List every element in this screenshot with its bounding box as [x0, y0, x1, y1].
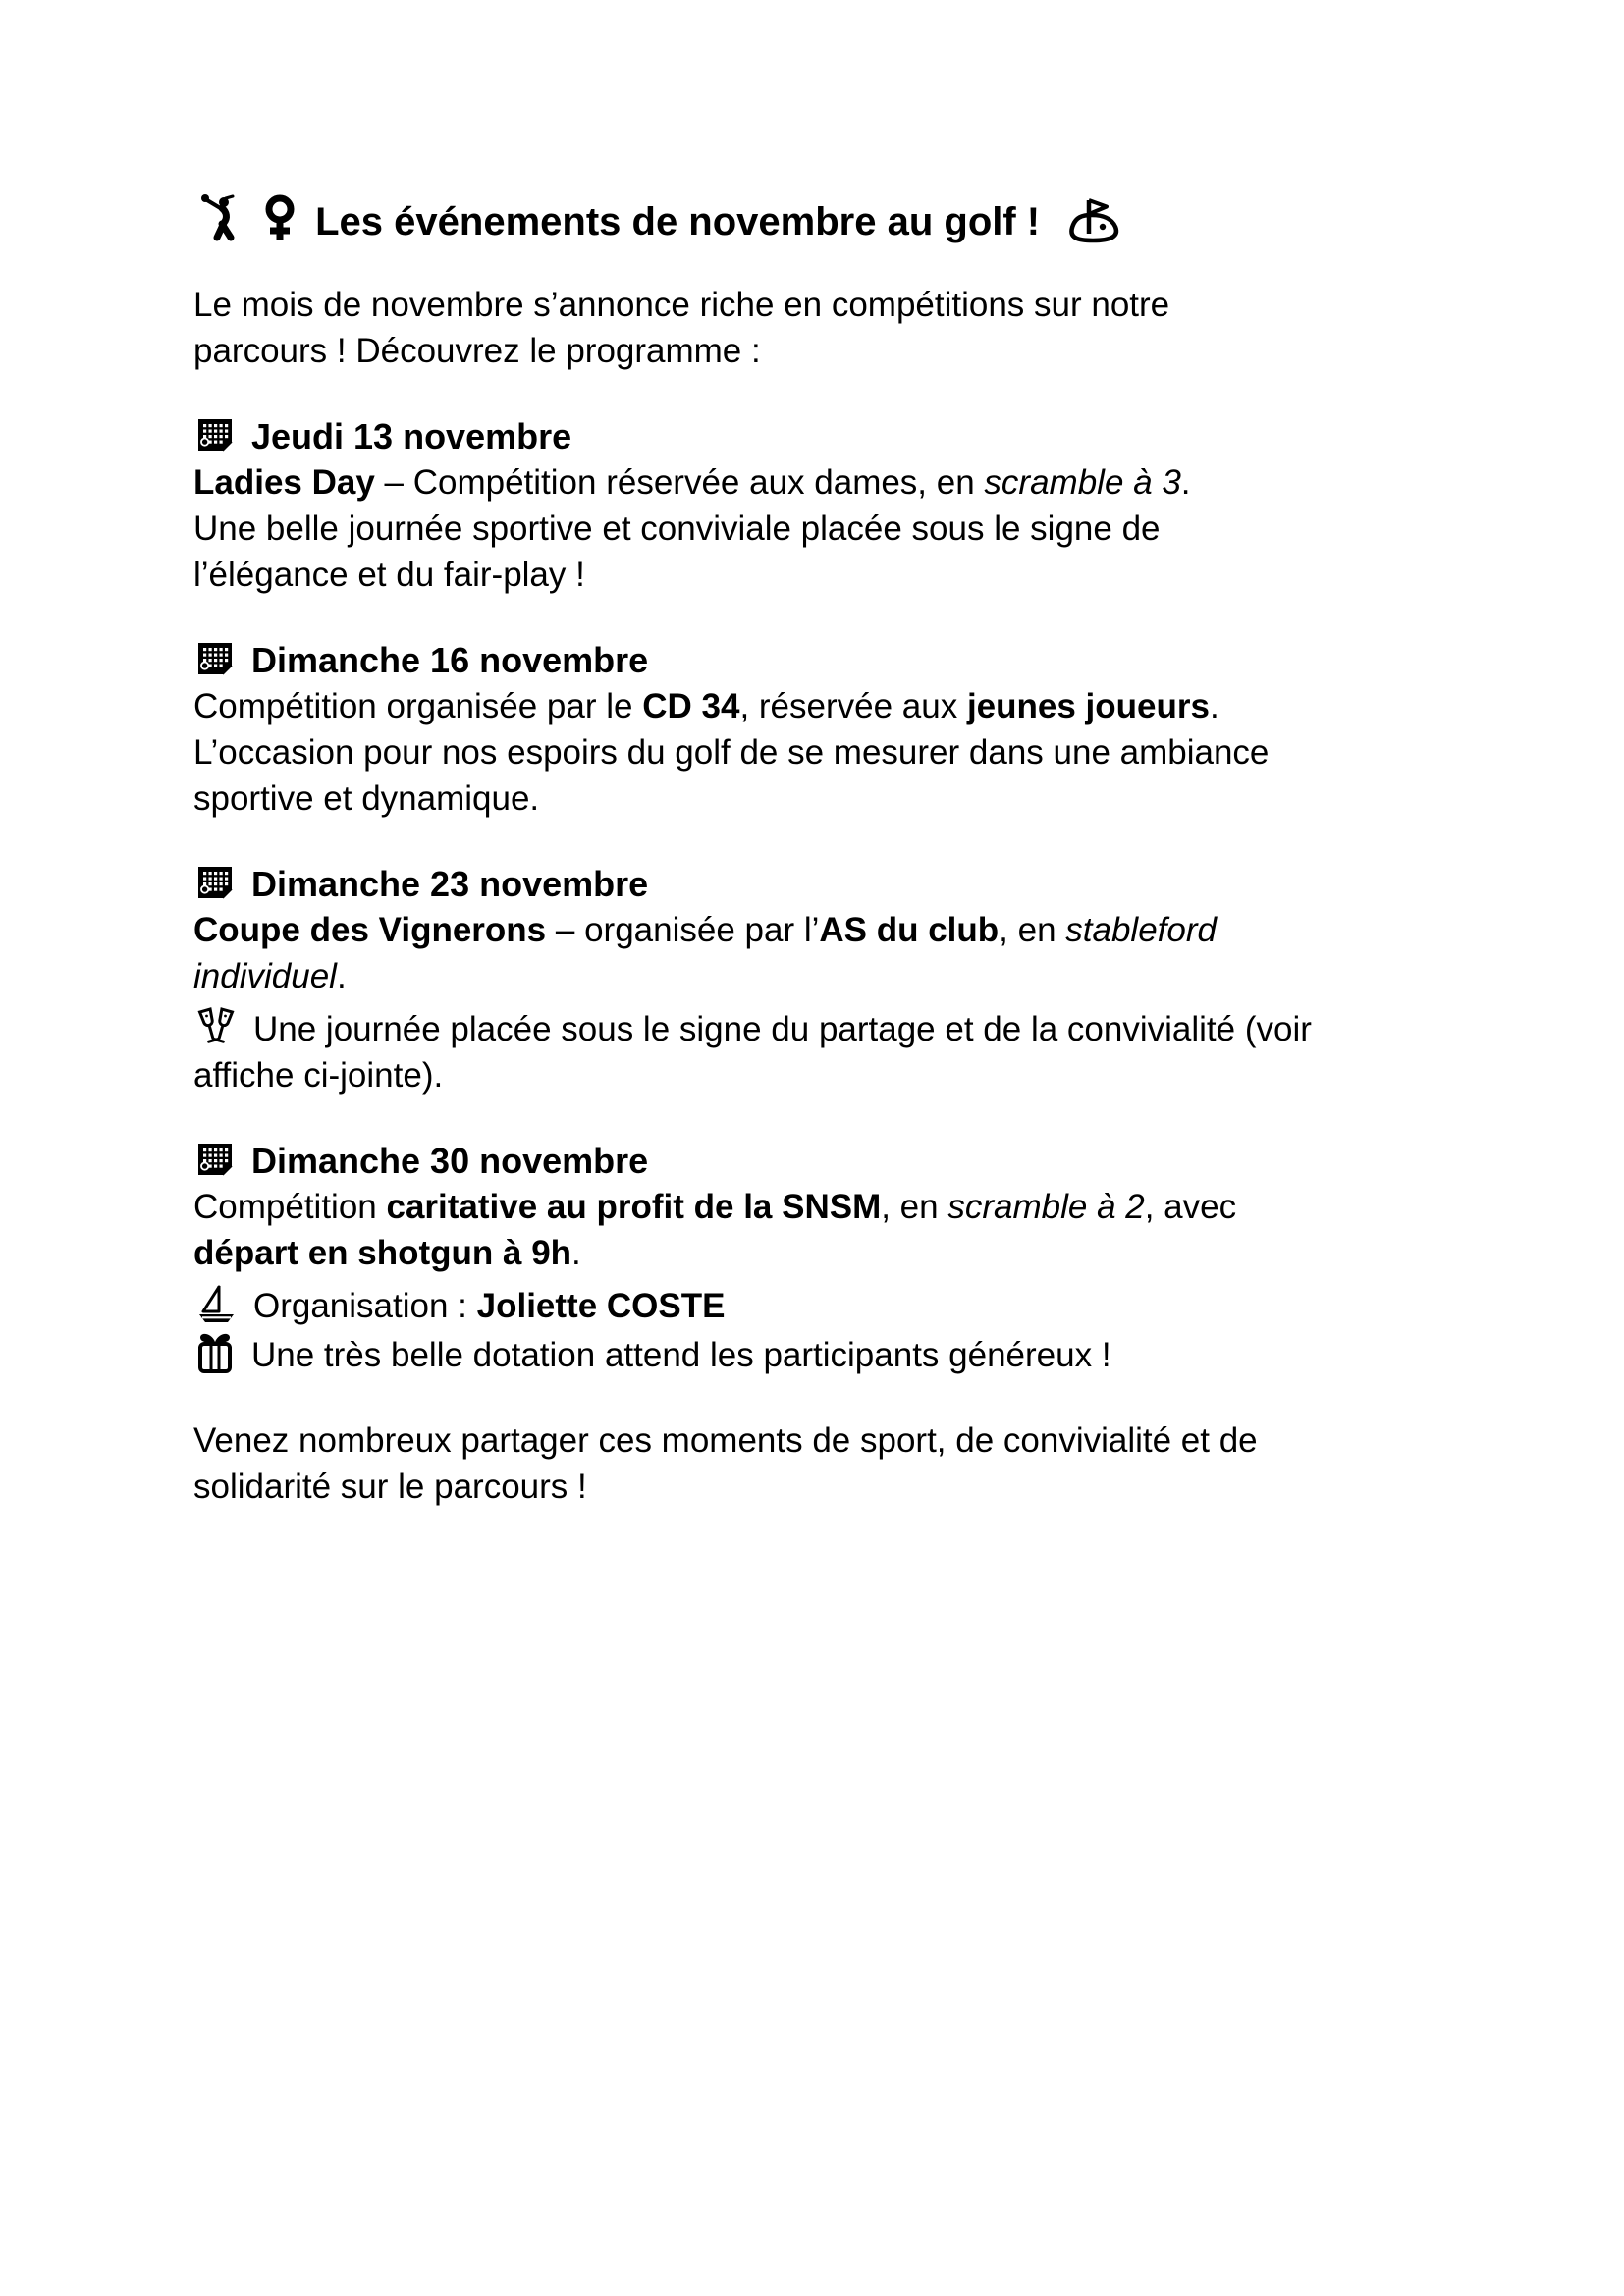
- event-body-line: L’occasion pour nos espoirs du golf de se mesurer dans une ambiance: [193, 733, 1270, 772]
- golfer-icon: [193, 192, 243, 243]
- text-segment: Compétition: [193, 1188, 387, 1226]
- event-body-line: Une belle journée sportive et conviviale placée sous le signe de: [193, 509, 1161, 548]
- text-segment: Coupe des Vignerons: [193, 911, 547, 949]
- event-section-dimanche-23-novembre: [193, 861, 1519, 1098]
- clinking-glasses-icon: [193, 1005, 239, 1050]
- text-segment: départ en shotgun à 9h: [193, 1234, 572, 1272]
- event-body-line: [193, 907, 1519, 953]
- event-body-line: affiche ci-jointe).: [193, 1056, 444, 1095]
- event-heading: [193, 1138, 1519, 1184]
- intro-paragraph: [193, 282, 1519, 374]
- calendar-icon: [193, 637, 237, 680]
- text-segment: Ladies Day: [193, 463, 375, 502]
- closing-paragraph: [193, 1417, 1519, 1510]
- page-title-text: Les événements de novembre au golf !: [315, 200, 1041, 243]
- page-title: [193, 192, 1519, 248]
- event-heading: [193, 861, 1519, 907]
- event-heading-text: Jeudi 13 novembre: [251, 416, 572, 456]
- event-heading: [193, 413, 1519, 459]
- text-segment: – organisée par l’: [546, 911, 820, 949]
- calendar-icon: [193, 413, 237, 456]
- calendar-icon: [193, 861, 237, 904]
- calendar-icon: [193, 1138, 237, 1181]
- text-segment: Joliette COSTE: [476, 1287, 726, 1325]
- closing-line-2: solidarité sur le parcours !: [193, 1468, 587, 1506]
- text-segment: scramble à 2: [947, 1188, 1145, 1226]
- event-heading-text: Dimanche 30 novembre: [251, 1141, 649, 1181]
- event-body-line: [193, 1329, 1519, 1378]
- event-body-line: [193, 1184, 1519, 1230]
- text-segment: .: [1180, 463, 1191, 502]
- text-segment: – Compétition réservée aux dames, en: [374, 463, 985, 502]
- text-segment: Organisation :: [253, 1287, 477, 1325]
- intro-line-1: Le mois de novembre s’annonce riche en compétitions sur notre: [193, 286, 1170, 324]
- event-heading-text: Dimanche 16 novembre: [251, 640, 649, 680]
- text-segment: stableford: [1065, 911, 1217, 949]
- text-segment: Compétition organisée par le: [193, 687, 643, 725]
- document-content: [193, 192, 1519, 1549]
- event-body-line: sportive et dynamique.: [193, 779, 540, 818]
- event-body-line: [193, 683, 1519, 729]
- text-segment: CD 34: [642, 687, 740, 725]
- event-heading-text: Dimanche 23 novembre: [251, 864, 649, 904]
- text-segment: individuel: [193, 957, 337, 995]
- event-section-dimanche-16-novembre: [193, 637, 1519, 822]
- event-body-line: [193, 953, 1519, 999]
- female-sign-icon: [258, 192, 301, 243]
- event-heading: [193, 637, 1519, 683]
- event-body-line: l’élégance et du fair-play !: [193, 556, 585, 594]
- text-segment: , réservée aux: [739, 687, 967, 725]
- event-body-line: [193, 1230, 1519, 1276]
- event-section-jeudi-13-novembre: [193, 413, 1519, 598]
- event-section-dimanche-30-novembre: [193, 1138, 1519, 1378]
- text-segment: scramble à 3: [984, 463, 1181, 502]
- gift-icon: [193, 1329, 237, 1376]
- event-body-line: [193, 459, 1519, 506]
- text-segment: , en: [999, 911, 1066, 949]
- text-segment: caritative au profit de la SNSM: [386, 1188, 882, 1226]
- text-segment: , en: [881, 1188, 948, 1226]
- closing-line-1: Venez nombreux partager ces moments de sport, de convivialité et de: [193, 1421, 1258, 1460]
- text-segment: Une journée placée sous le signe du partage et de la convivialité (voir: [253, 1010, 1312, 1048]
- text-segment: .: [571, 1234, 581, 1272]
- text-segment: jeunes joueurs: [966, 687, 1210, 725]
- text-segment: .: [336, 957, 347, 995]
- event-body-line: [193, 1005, 1519, 1052]
- golf-flag-icon: [1064, 194, 1121, 243]
- sailboat-icon: [193, 1282, 239, 1327]
- text-segment: .: [1209, 687, 1219, 725]
- event-body-line: [193, 1282, 1519, 1329]
- text-segment: , avec: [1144, 1188, 1237, 1226]
- intro-line-2: parcours ! Découvrez le programme :: [193, 332, 761, 370]
- text-segment: AS du club: [819, 911, 1000, 949]
- text-segment: Une très belle dotation attend les participants généreux !: [251, 1336, 1111, 1374]
